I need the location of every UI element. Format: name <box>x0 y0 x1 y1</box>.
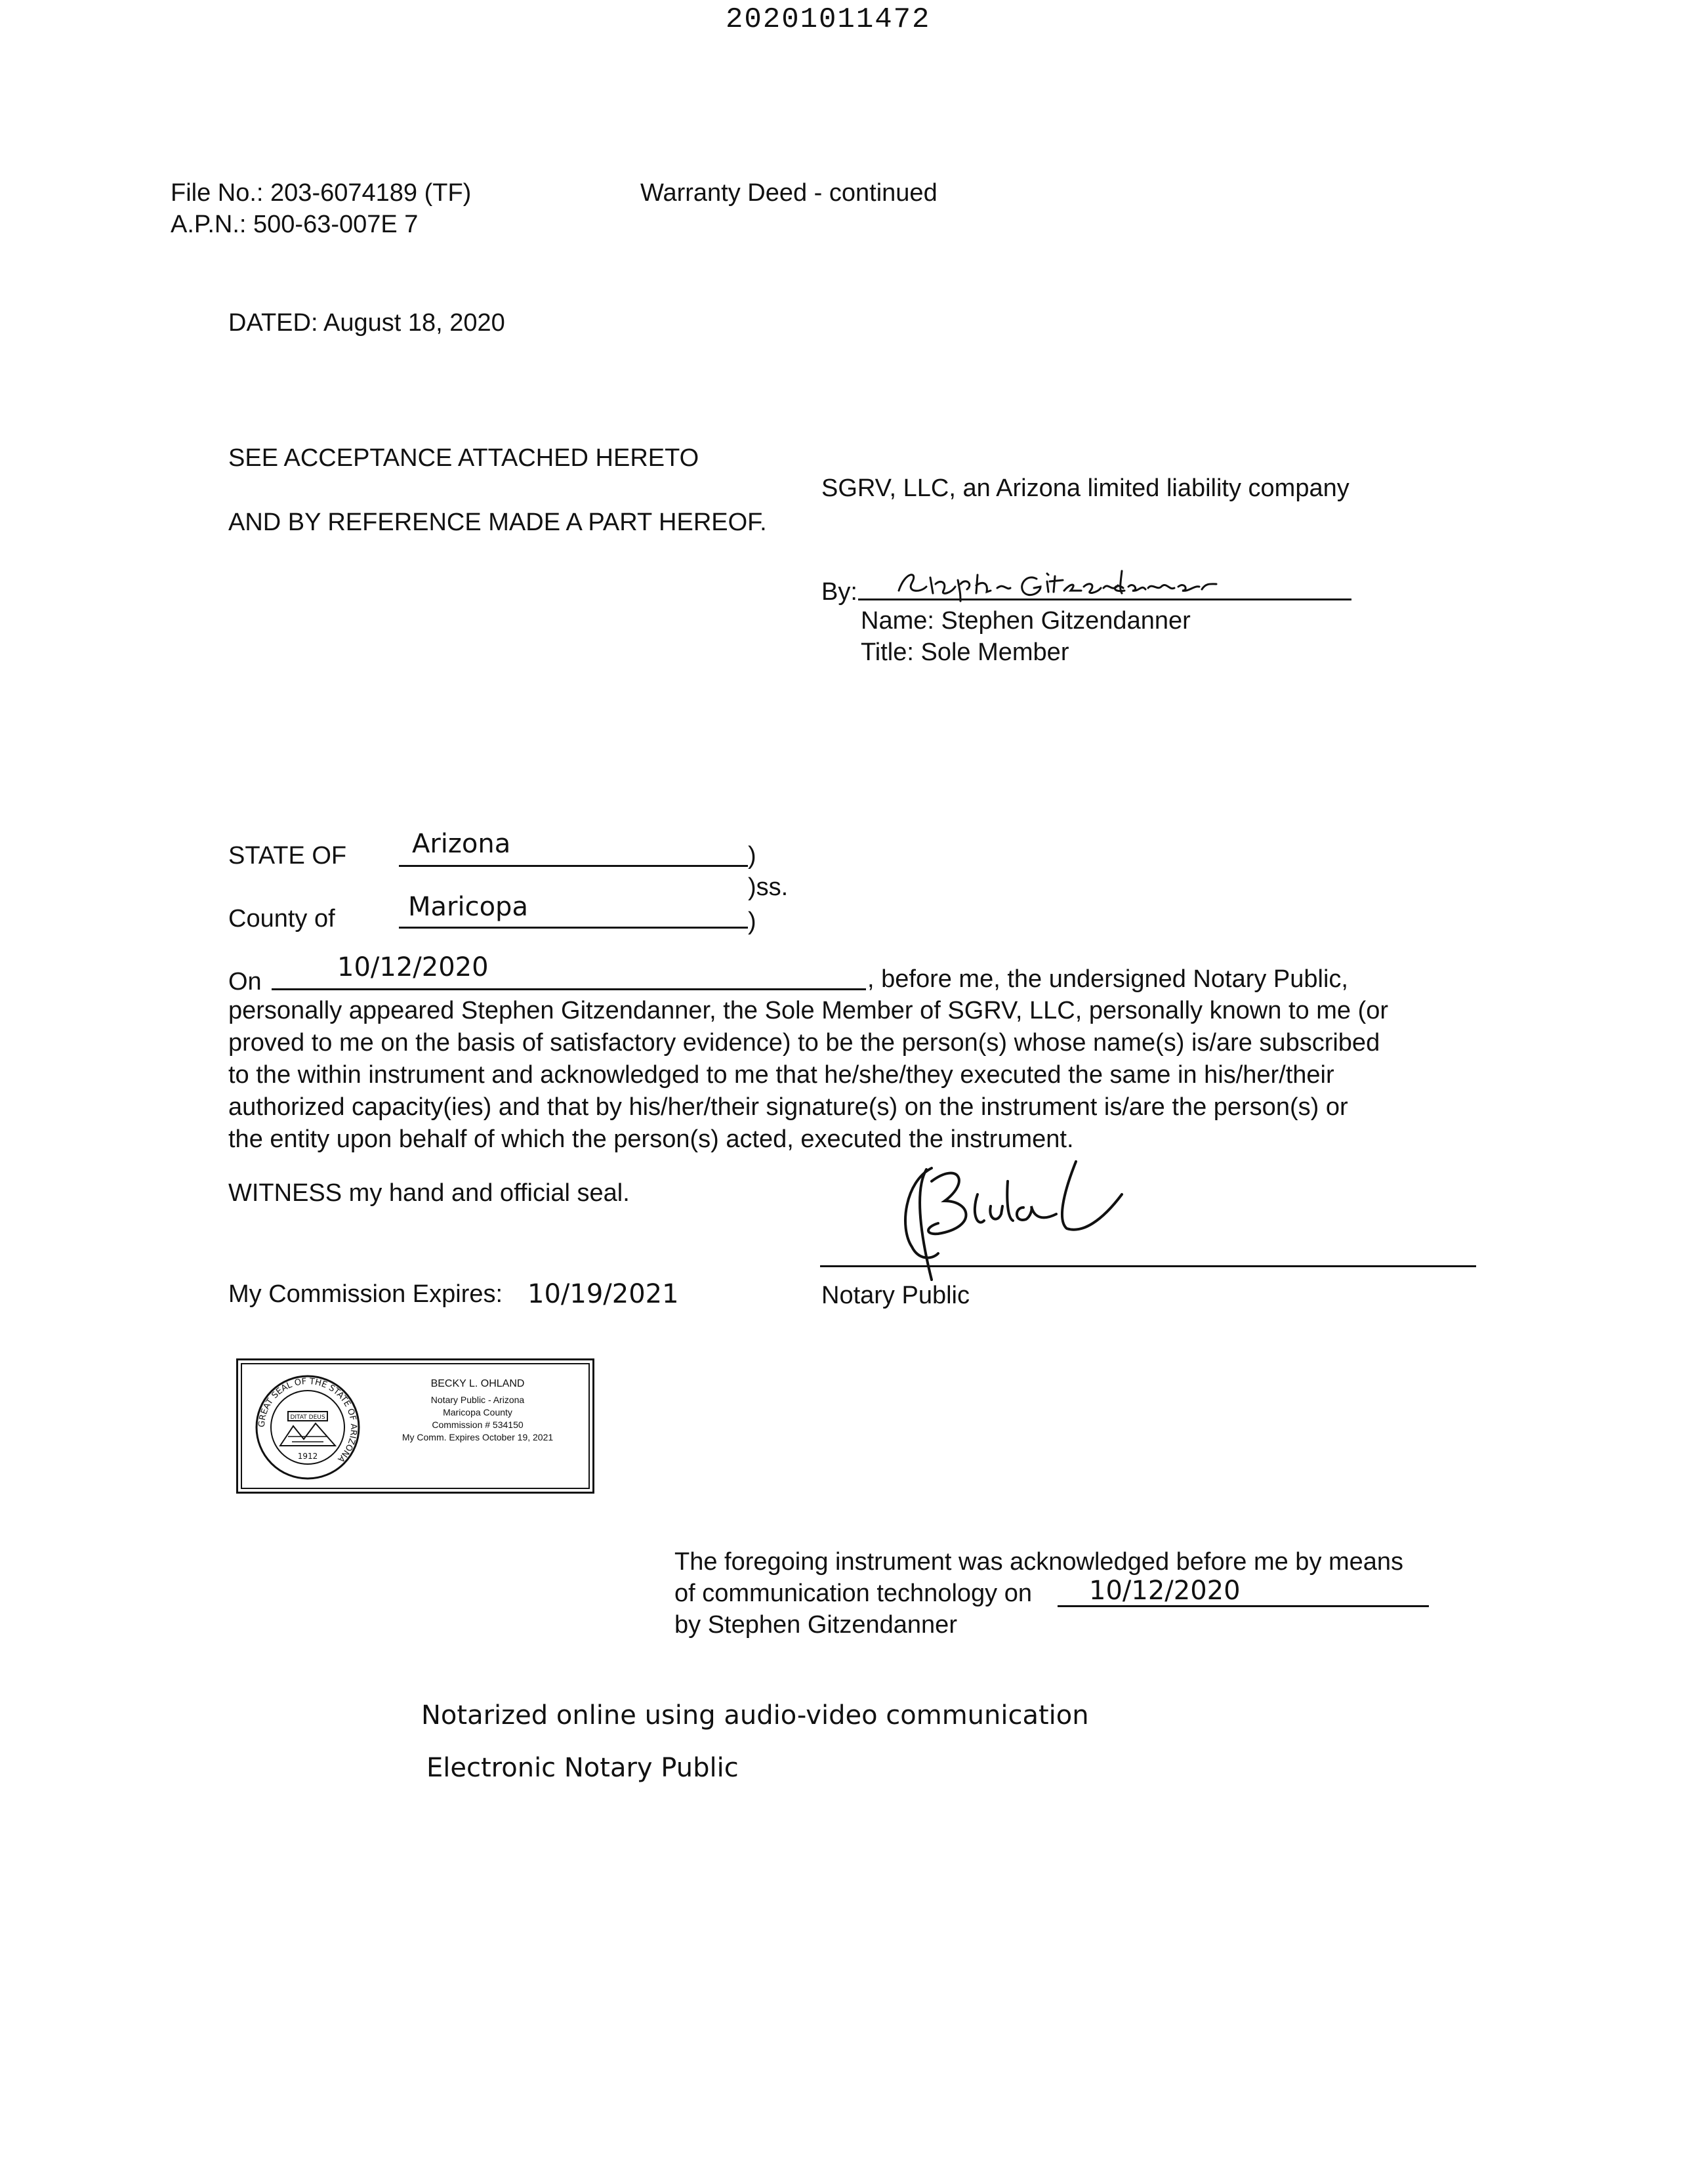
document-title: Warranty Deed - continued <box>640 179 938 207</box>
state-seal <box>254 1374 361 1481</box>
notary-stamp-line: Commission # 534150 <box>432 1419 524 1430</box>
paren-top: ) <box>748 842 756 870</box>
seal-ring-text: GREAT SEAL OF THE STATE OF ARIZONA <box>257 1376 359 1464</box>
acknowledgment-line: to the within instrument and acknowledged to me that he/she/they executed the same in his/her/their <box>228 1061 1334 1089</box>
seal-motto: DITAT DEUS <box>290 1414 325 1421</box>
remote-line-1: The foregoing instrument was acknowledged before me by means <box>674 1548 1404 1576</box>
notary-stamp-name: BECKY L. OHLAND <box>430 1378 525 1389</box>
state-value: Arizona <box>412 829 511 859</box>
acknowledgment-line: personally appeared Stephen Gitzendanner, the Sole Member of SGRV, LLC, personally known to me (or <box>228 997 1389 1024</box>
acknowledgment-line-1-tail: , before me, the undersigned Notary Public, <box>867 965 1348 993</box>
grantor-company: SGRV, LLC, an Arizona limited liability company <box>821 474 1350 502</box>
witness-line: WITNESS my hand and official seal. <box>228 1179 630 1207</box>
paren-bottom: ) <box>748 908 756 935</box>
acknowledgment-body <box>228 995 1388 1156</box>
paren-ss: )ss. <box>748 873 789 901</box>
acknowledgment-date: 10/12/2020 <box>337 952 489 982</box>
remote-date-underline <box>1058 1605 1429 1607</box>
notary-signature-line <box>820 1265 1476 1267</box>
on-label: On <box>228 968 262 996</box>
electronic-line-2: Electronic Notary Public <box>426 1753 739 1783</box>
grantor-title: Title: Sole Member <box>861 639 1069 666</box>
county-underline <box>399 927 748 929</box>
remote-line-2-value: 10/12/2020 <box>1089 1576 1241 1606</box>
notary-stamp-line: My Comm. Expires October 19, 2021 <box>402 1432 554 1442</box>
commission-label: My Commission Expires: <box>228 1280 503 1308</box>
notary-stamp-line: Maricopa County <box>443 1407 512 1418</box>
notary-stamp-text <box>369 1377 586 1444</box>
acknowledgment-line: authorized capacity(ies) and that by his/her/their signature(s) on the instrument is/are the person(s) or <box>228 1093 1348 1121</box>
acknowledgment-date-underline <box>272 988 866 990</box>
notary-stamp <box>236 1358 594 1494</box>
acknowledgment-line: the entity upon behalf of which the person(s) acted, executed the instrument. <box>228 1125 1074 1153</box>
dated-line: DATED: August 18, 2020 <box>228 309 505 337</box>
notary-public-label: Notary Public <box>821 1282 970 1309</box>
acceptance-line-1: SEE ACCEPTANCE ATTACHED HERETO <box>228 444 699 472</box>
electronic-line-1: Notarized online using audio-video communication <box>421 1700 1089 1731</box>
grantor-name: Name: Stephen Gitzendanner <box>861 607 1191 635</box>
state-underline <box>399 865 748 867</box>
state-label: STATE OF <box>228 842 347 870</box>
file-number: File No.: 203-6074189 (TF) <box>171 179 472 207</box>
acceptance-line-2: AND BY REFERENCE MADE A PART HEREOF. <box>228 509 767 536</box>
recording-number: 20201011472 <box>726 3 931 36</box>
by-label: By: <box>821 578 857 606</box>
notary-stamp-line: Notary Public - Arizona <box>430 1395 525 1405</box>
seal-year: 1912 <box>297 1452 318 1461</box>
county-label: County of <box>228 905 335 933</box>
county-value: Maricopa <box>408 892 528 922</box>
grantor-signature <box>892 564 1233 604</box>
commission-value: 10/19/2021 <box>527 1279 679 1309</box>
apn-number: A.P.N.: 500-63-007E 7 <box>171 211 419 238</box>
acknowledgment-line: proved to me on the basis of satisfactory evidence) to be the person(s) whose name(s) is/are subscribed <box>228 1029 1380 1057</box>
remote-line-3: by Stephen Gitzendanner <box>674 1611 957 1639</box>
remote-line-2-label: of communication technology on <box>674 1580 1032 1607</box>
